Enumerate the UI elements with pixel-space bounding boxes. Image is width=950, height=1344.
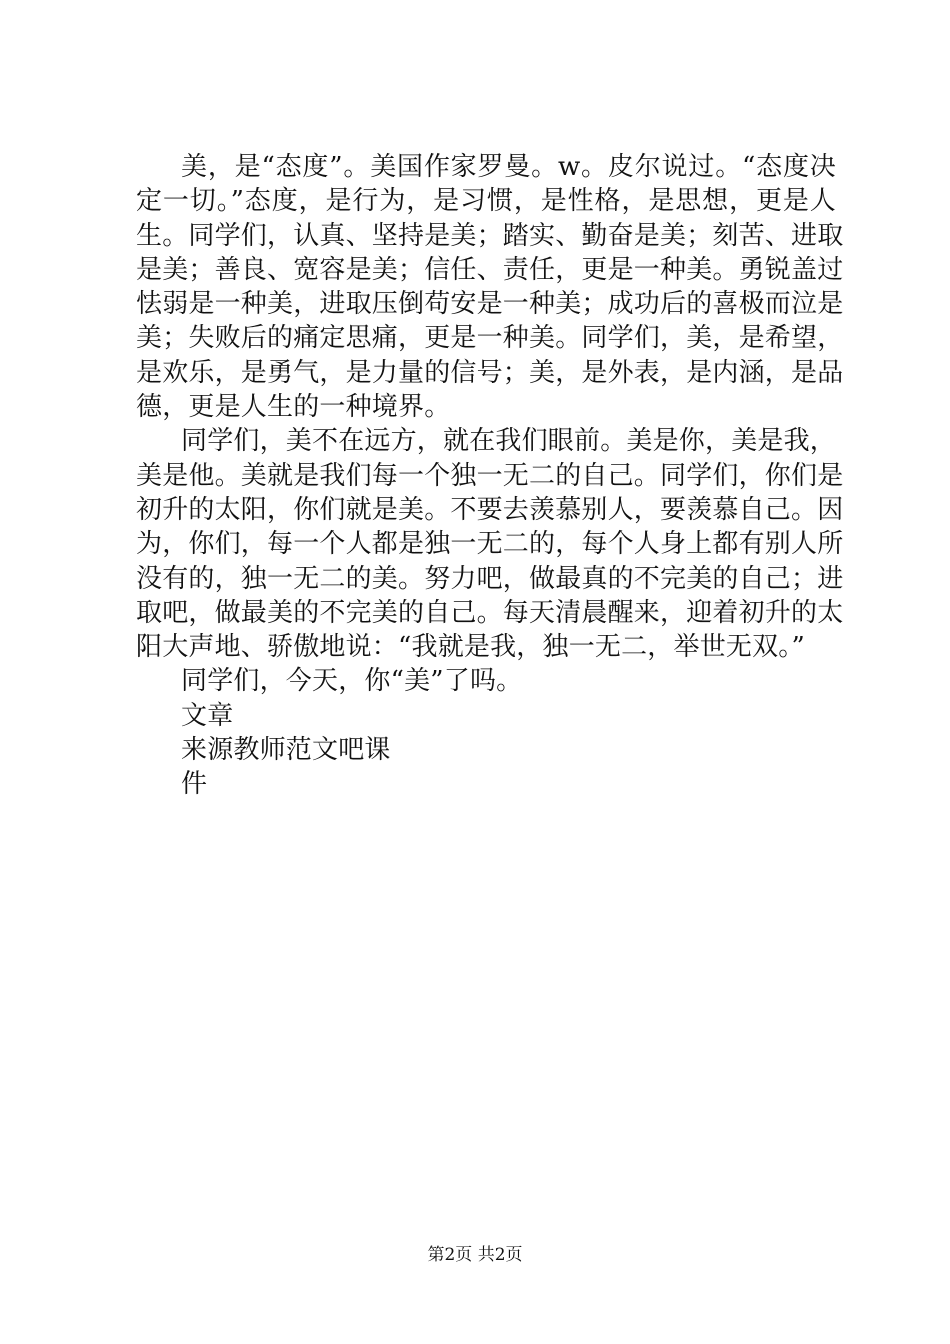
source-note [136,699,836,802]
paragraph-line: 生。同学们，认真、坚持是美；踏实、勤奋是美；刻苦、进取 [136,220,844,251]
paragraph-line: 是欢乐，是勇气，是力量的信号；美，是外表，是内涵，是品 [136,357,844,388]
paragraph-line: 是美；善良、宽容是美；信任、责任，更是一种美。勇锐盖过 [136,254,844,285]
paragraph-line: 美，是“态度”。美国作家罗曼。w。皮尔说过。“态度决 [181,152,836,182]
paragraph-2 [136,424,844,664]
paragraph-line: 为，你们，每一个人都是独一无二的，每个人身上都有别人所 [136,529,844,560]
source-line: 来源教师范文吧课 [181,735,391,766]
paragraph-line: 取吧，做最美的不完美的自己。每天清晨醒来，迎着初升的太 [136,597,844,628]
paragraph-line: 阳大声地、骄傲地说：“我就是我，独一无二，举世无双。” [136,632,805,663]
paragraph-line: 德，更是人生的一种境界。 [136,392,451,423]
paragraph-line: 美是他。美就是我们每一个独一无二的自己。同学们，你们是 [136,460,844,491]
paragraph-line: 怯弱是一种美，进取压倒苟安是一种美；成功后的喜极而泣是 [136,289,844,320]
paragraph-1 [136,150,844,424]
page-number-footer: 第2页 共2页 [427,1245,523,1265]
source-line: 件 [181,769,208,800]
paragraph-line: 定一切。”态度，是行为，是习惯，是性格，是思想，更是人 [136,186,836,217]
document-body [136,150,844,802]
paragraph-line: 没有的，独一无二的美。努力吧，做最真的不完美的自己；进 [136,563,844,594]
paragraph-3 [136,664,836,698]
paragraph-line: 初升的太阳，你们就是美。不要去羡慕别人，要羡慕自己。因 [136,494,844,525]
paragraph-line: 同学们，美不在远方，就在我们眼前。美是你，美是我， [181,426,837,457]
source-line: 文章 [181,700,234,731]
paragraph-line: 美；失败后的痛定思痛，更是一种美。同学们，美，是希望， [136,323,844,354]
paragraph-line: 同学们，今天，你“美”了吗。 [181,666,523,697]
